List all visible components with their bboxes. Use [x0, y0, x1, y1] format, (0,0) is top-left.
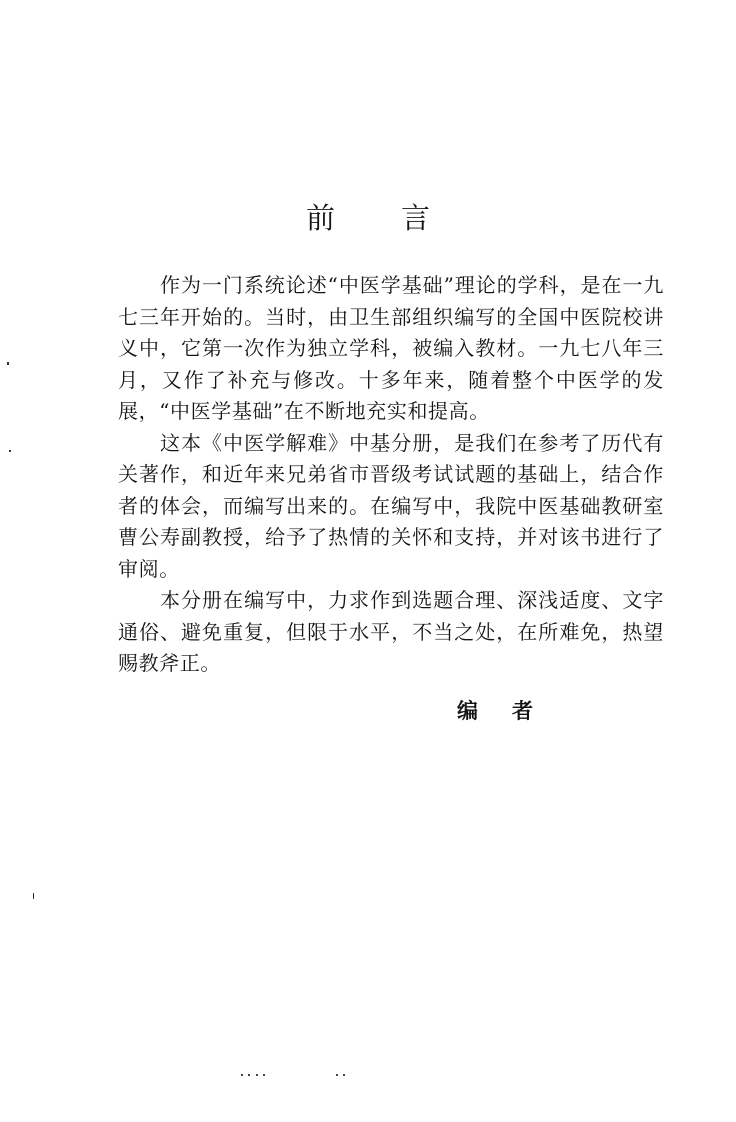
- scan-dot: [248, 1074, 250, 1076]
- scan-dot: [336, 1074, 338, 1076]
- page-title: 前言: [305, 201, 496, 235]
- scan-dot: [256, 1074, 258, 1076]
- author-signature: 编者: [457, 698, 567, 723]
- scan-dot: [263, 1074, 265, 1076]
- footer-scan-marks: [0, 1070, 736, 1078]
- scan-speck: [7, 362, 9, 365]
- paragraph-3: 本分册在编写中，力求作到选题合理、深浅适度、文字通俗、避免重复，但限于水平，不当之处，在所难免，热望赐教斧正。: [118, 588, 664, 675]
- scan-dot: [241, 1074, 243, 1076]
- scan-dot: [343, 1074, 345, 1076]
- paragraph-2: 这本《中医学解难》中基分册，是我们在参考了历代有关著作，和近年来兄弟省市晋级考试试题的基础上，结合作者的体会，而编写出来的。在编写中，我院中医基础教研室曹公寿副教授，给予了热情的关怀和支持，并对该书进行了审阅。: [118, 430, 664, 581]
- preface-body: [118, 270, 664, 680]
- paragraph-1: 作为一门系统论述“中医学基础”理论的学科，是在一九七三年开始的。当时，由卫生部组织编写的全国中医院校讲义中，它第一次作为独立学科，被编入教材。一九七八年三月，又作了补充与修改。十多年来，随着整个中医学的发展，“中医学基础”在不断地充实和提高。: [118, 273, 664, 423]
- scan-speck: [9, 450, 11, 452]
- scan-speck: [33, 893, 34, 899]
